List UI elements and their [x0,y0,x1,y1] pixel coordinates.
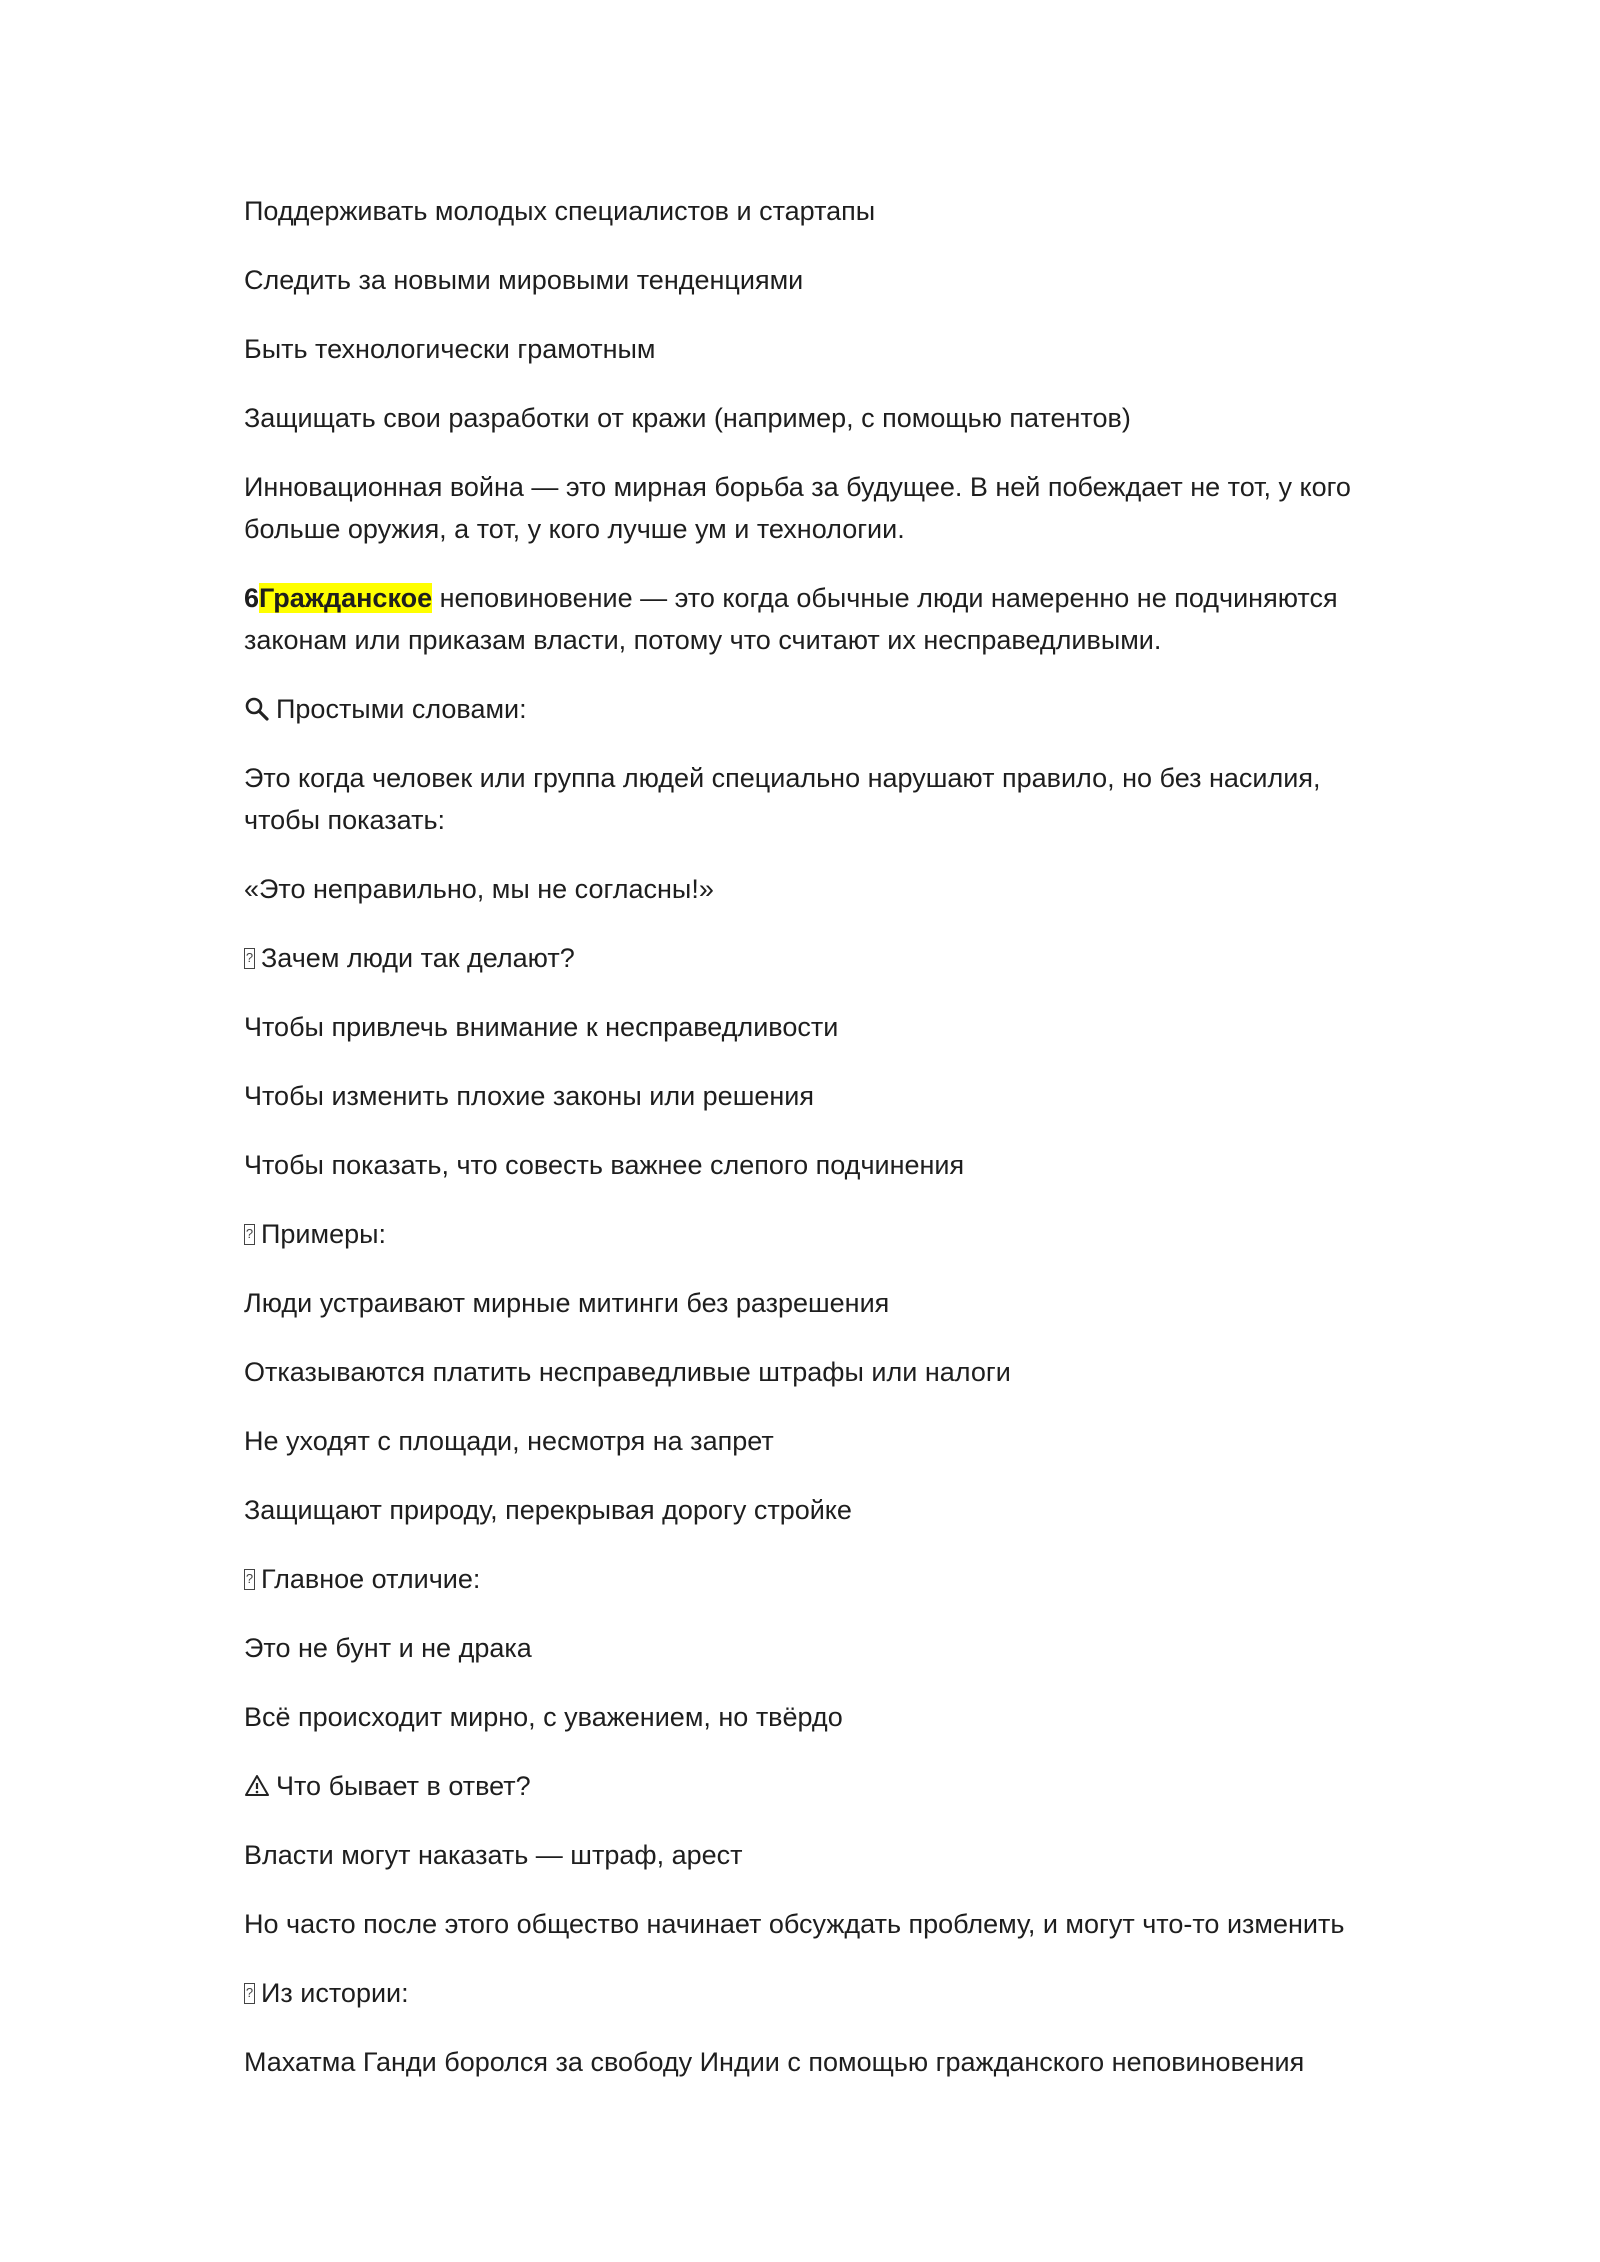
why-heading-text: Зачем люди так делают? [261,943,575,973]
why-heading [244,937,1384,979]
history-heading [244,1972,1384,2014]
text-line: Быть технологически грамотным [244,334,656,364]
response-heading-text: Что бывает в ответ? [276,1771,531,1801]
quote-line: «Это неправильно, мы не согласны!» [244,874,714,904]
list-item: Чтобы изменить плохие законы или решения [244,1081,814,1111]
simple-heading [244,688,1384,730]
definition-paragraph [244,577,1384,661]
difference-heading [244,1558,1384,1600]
difference-heading-text: Главное отличие: [261,1564,481,1594]
list-item: Власти могут наказать — штраф, арест [244,1840,743,1870]
simple-heading-text: Простыми словами: [276,694,527,724]
history-heading-text: Из истории: [261,1978,409,2008]
text-line: Поддерживать молодых специалистов и стартапы [244,196,876,226]
missing-glyph-icon [244,1983,255,2004]
magnifier-icon [244,696,270,722]
text-line: Защищать свои разработки от кражи (например, с помощью патентов) [244,403,1131,433]
missing-glyph-icon [244,948,255,969]
list-item: Это не бунт и не драка [244,1633,532,1663]
list-item: Люди устраивают мирные митинги без разрешения [244,1288,890,1318]
definition-text: неповиновение — это когда обычные люди намеренно не подчиняются законам или приказам власти, потому что считают их несправедливыми. [244,583,1338,655]
list-item: Но часто после этого общество начинает обсуждать проблему, и могут что-то изменить [244,1909,1345,1939]
text-line: Следить за новыми мировыми тенденциями [244,265,804,295]
list-item: Всё происходит мирно, с уважением, но твёрдо [244,1702,843,1732]
list-item: Чтобы показать, что совесть важнее слепого подчинения [244,1150,965,1180]
examples-heading [244,1213,1384,1255]
examples-heading-text: Примеры: [261,1219,387,1249]
warning-icon [244,1773,270,1799]
response-heading [244,1765,1384,1807]
text-paragraph: Инновационная война — это мирная борьба за будущее. В ней побеждает не тот, у кого больше оружия, а тот, у кого лучше ум и технологии. [244,472,1351,544]
definition-term: Гражданское [259,583,433,613]
definition-number: 6 [244,583,260,613]
list-item: Чтобы привлечь внимание к несправедливости [244,1012,839,1042]
document-body [244,190,1384,2110]
list-item: Отказываются платить несправедливые штрафы или налоги [244,1357,1011,1387]
list-item: Махатма Ганди боролся за свободу Индии с помощью гражданского неповиновения [244,2047,1305,2077]
list-item: Не уходят с площади, несмотря на запрет [244,1426,774,1456]
text-paragraph: Это когда человек или группа людей специально нарушают правило, но без насилия, чтобы показать: [244,763,1321,835]
missing-glyph-icon [244,1569,255,1590]
list-item: Защищают природу, перекрывая дорогу стройке [244,1495,852,1525]
missing-glyph-icon [244,1224,255,1245]
